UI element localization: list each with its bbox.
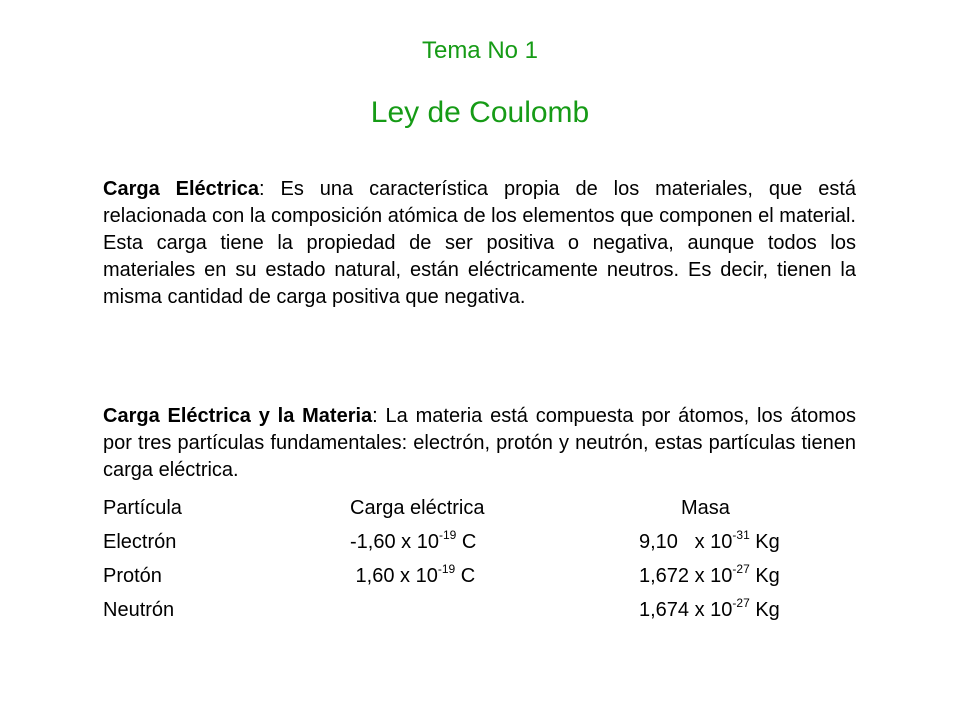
mass-value: 1,674 x $10^{-27}$ Kg [639,596,780,621]
paragraph-carga-materia [103,403,856,484]
particle-name: Protón [103,565,162,587]
table-header-row [103,497,863,531]
term-label: Carga Eléctrica [103,178,260,200]
paragraph-carga-electrica [103,176,856,311]
table-row [103,596,863,633]
term-label: Carga Eléctrica y la Materia [103,405,373,427]
particle-name: Neutrón [103,599,175,621]
slide-title: Ley de Coulomb [370,96,590,129]
topic-heading: Tema No 1 [421,37,539,64]
mass-value: 9,10 x $10^{-31}$ Kg [639,528,780,553]
charge-value: 1,60 x $10^{-19}$ C [350,562,476,587]
particle-name: Electrón [103,531,177,553]
particle-table [103,497,863,633]
table-row [103,528,863,565]
paragraph-text: : Es una característica propia de los materiales, que está relacionada con la composición atómica de los elementos que componen el material. Esta carga tiene la propiedad de ser positiva o negativa, aunque todos los materiales en su estado natural, están eléctricamente neutros. Es decir, tienen la misma cantidad de carga positiva que negativa. [103,178,856,308]
header-charge: Carga eléctrica [350,497,485,519]
header-mass: Masa [681,497,730,519]
paragraph-text: : La materia está compuesta por átomos, los átomos por tres partículas fundamentales: electrón, protón y neutrón, estas partículas tienen carga eléctrica. [103,405,857,481]
header-particle: Partícula [103,497,182,519]
table-row [103,562,863,599]
charge-value: -1,60 x $10^{-19}$ C [350,528,477,553]
mass-value: 1,672 x $10^{-27}$ Kg [639,562,780,587]
